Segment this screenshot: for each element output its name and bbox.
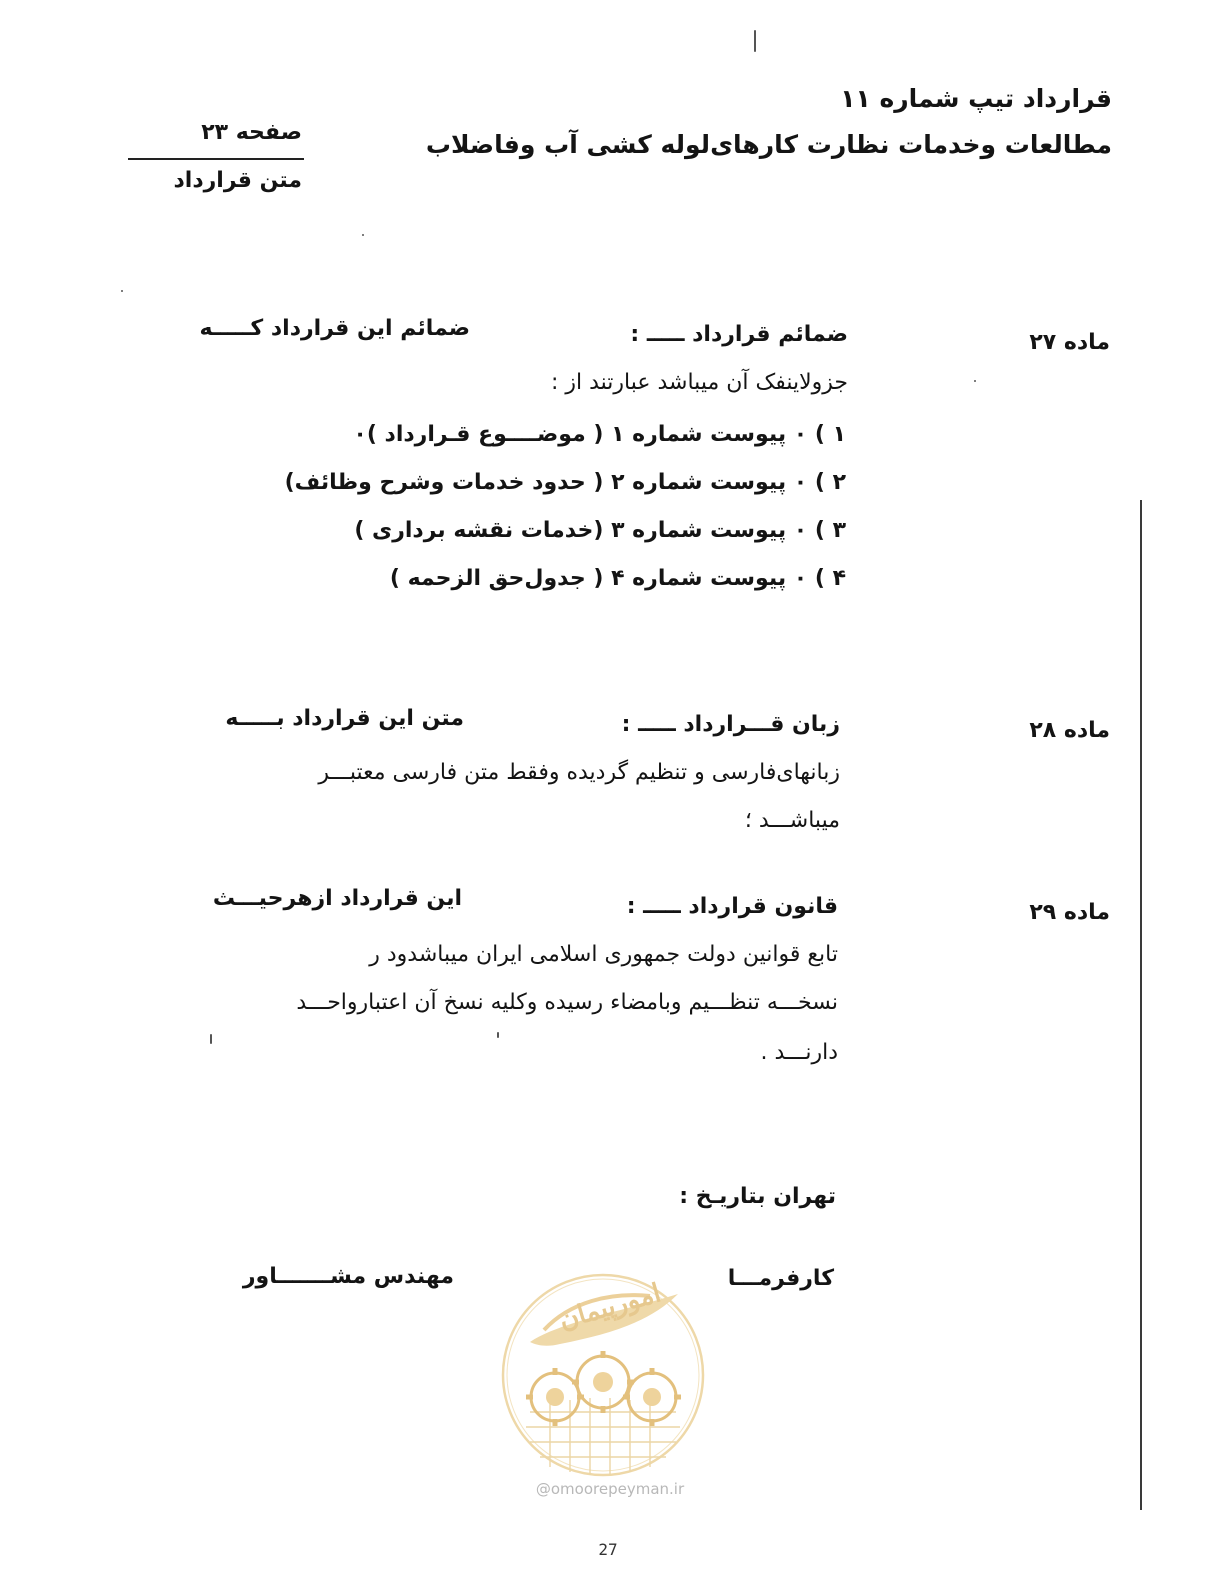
scan-speck (121, 290, 123, 292)
article-27-item-1: ۱ ) ۰ پیوست شماره ۱ ( موضــــوع قـرارداد )۰ (353, 422, 846, 447)
scan-speck (974, 380, 976, 382)
watermark-logo-text: امورپیمان (555, 1278, 665, 1336)
article-29-line-3: دارنـــد . (760, 1040, 838, 1065)
article-28-heading: زبان قـــرارداد ـــــ : (621, 712, 840, 737)
article-29-line-1: تابع قوانین دولت جمهوری اسلامی ایران میباشدود ر (369, 942, 838, 967)
place-date-line: تهران بتاریـخ : (679, 1184, 836, 1209)
scan-speck (754, 30, 756, 52)
article-27-item-2: ۲ ) ۰ پیوست شماره ۲ ( حدود خدمات وشرح وظائف) (284, 470, 846, 495)
article-28-number: ماده ۲۸ (1029, 718, 1110, 743)
consultant-signature-label: مهندس مشـــــــاور (242, 1264, 454, 1289)
article-29-number: ماده ۲۹ (1029, 900, 1110, 925)
article-29-line-2: نسخـــه تنظـــیم وبامضاء رسیده وکلیه نسخ آن اعتبارواحـــد (296, 990, 838, 1015)
scan-speck (497, 1032, 499, 1038)
article-29-heading: قانون قرارداد ـــــ : (626, 894, 838, 919)
article-27-number: ماده ۲۷ (1029, 330, 1110, 355)
page-number: 27 (598, 1540, 618, 1559)
watermark-logo (500, 1272, 706, 1478)
article-27-item-3: ۳ ) ۰ پیوست شماره ۳ (خدمات نقشه برداری ) (354, 518, 846, 543)
contract-type-title: قرارداد تیپ شماره ۱۱ (840, 84, 1112, 113)
page-label: صفحه ۲۳ (201, 120, 302, 145)
header-rule (128, 158, 304, 160)
article-28-heading-rest: متن این قرارداد بـــــه (225, 706, 464, 731)
article-28-line-2: میباشـــد ؛ (744, 808, 840, 833)
section-label: متن قرارداد (173, 168, 302, 193)
scan-speck (210, 1034, 212, 1044)
employer-signature-label: کارفرمـــا (727, 1266, 834, 1291)
contract-subject-title: مطالعات وخدمات نظارت کارهای‌لوله کشی آب وفاضلاب (425, 130, 1112, 159)
article-27-heading: ضمائم قرارداد ـــــ : (630, 322, 848, 347)
article-27-item-4: ۴ ) ۰ پیوست شماره ۴ ( جدول‌حق الزحمه ) (389, 566, 846, 591)
scan-edge-line (1140, 500, 1142, 1510)
article-29-heading-rest: این قرارداد ازهرحیـــث (212, 886, 462, 911)
watermark-url: @omoorepeyman.ir (535, 1480, 685, 1498)
article-27-line-1: جزولاینفک آن میباشد عبارتند از : (550, 370, 848, 395)
scan-speck (362, 234, 364, 236)
article-28-line-1: زبانهای‌فارسی و تنظیم گردیده وفقط متن فارسی معتبـــر (318, 760, 840, 785)
article-27-heading-rest: ضمائم این قرارداد کـــــه (199, 316, 470, 341)
